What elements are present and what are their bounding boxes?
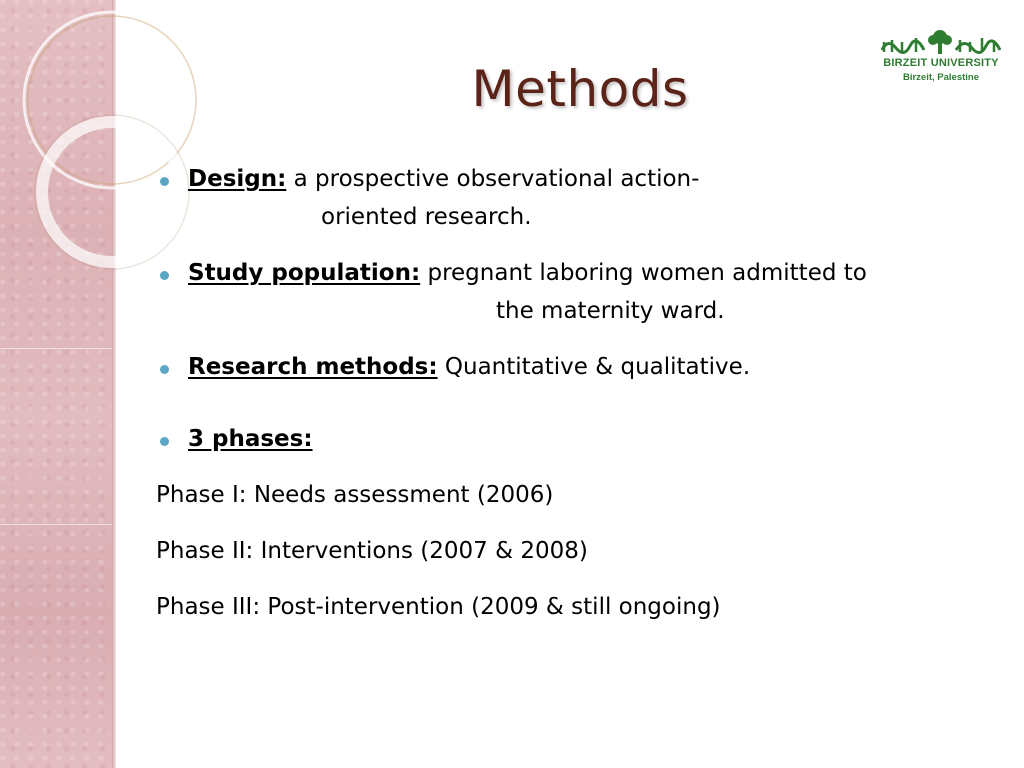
bullet-dot: [160, 271, 169, 280]
thick-ring: [42, 122, 182, 262]
bullet-label: Design:: [188, 166, 287, 192]
bullet-text: [188, 260, 867, 286]
bullet-body: a prospective observational action-: [293, 166, 700, 192]
stripe-tile-divider: [0, 524, 112, 525]
bullet-text: [188, 166, 699, 192]
birzeit-university-logo: [876, 24, 1006, 88]
phase-item: Phase III: Post-intervention (2009 & still ongoing): [156, 594, 721, 620]
bullet-body: pregnant laboring women admitted to: [427, 260, 867, 286]
bullet-label: Study population:: [188, 260, 421, 286]
bullet-text: [188, 354, 750, 380]
bullet-dot: [160, 177, 169, 186]
bullet-body: Quantitative & qualitative.: [444, 354, 751, 380]
bullet-label: 3 phases:: [188, 426, 313, 452]
logo-location: Birzeit, Palestine: [902, 72, 980, 83]
logo-university-name: BIRZEIT UNIVERSITY: [883, 57, 999, 69]
thick-ring-outline: [35, 115, 189, 269]
bullet-dot: [160, 365, 169, 374]
phase-item: Phase II: Interventions (2007 & 2008): [156, 538, 588, 564]
bullet-label: Research methods:: [188, 354, 438, 380]
bullet-dot: [160, 437, 169, 446]
logo-emblem: [878, 30, 1004, 56]
bullet-continuation: the maternity ward.: [496, 298, 725, 324]
bullet-continuation: oriented research.: [321, 204, 532, 230]
slide-title: Methods: [471, 60, 689, 118]
decorative-rings: [0, 0, 200, 330]
stripe-tile-divider: [0, 348, 112, 349]
phase-item: Phase I: Needs assessment (2006): [156, 482, 554, 508]
bullet-text: [188, 426, 313, 452]
